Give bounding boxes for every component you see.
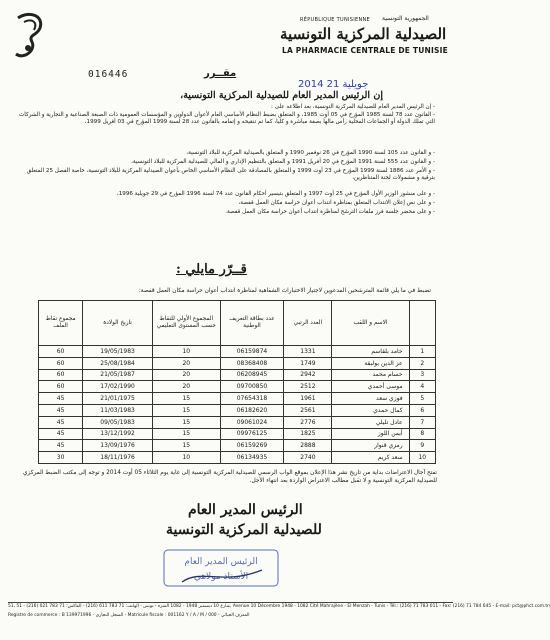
cell-birthdate: 21/01/1975: [83, 393, 153, 405]
cell-rank: 2561: [284, 404, 332, 416]
cell-index: 10: [409, 452, 435, 464]
cell-index: 3: [409, 369, 435, 381]
cell-name: سعد كريم: [332, 452, 409, 464]
table-row: [39, 452, 436, 464]
col-header-name: الاسم و اللقب: [332, 301, 409, 346]
cell-id: 06159874: [220, 346, 284, 358]
footer-divider: [8, 602, 453, 603]
preamble-line: - و على نص إعلان الانتداب المتعلق بمناظرة انتداب أعوان حراسة مكان العمل قفصة،: [238, 200, 435, 206]
cell-id: 07654318: [220, 393, 284, 405]
table-row: [39, 440, 436, 452]
cell-initial-score: 15: [153, 416, 220, 428]
cell-name: حامد بلقاسم: [332, 346, 409, 358]
table-row: [39, 404, 436, 416]
table-row: [39, 381, 436, 393]
cell-index: 5: [409, 393, 435, 405]
cell-name: رمزي قنوار: [332, 440, 409, 452]
cell-rank: 2888: [284, 440, 332, 452]
official-stamp-icon: [162, 548, 280, 588]
cell-birthdate: 13/12/1992: [83, 428, 153, 440]
preamble-line: - و على محضر جلسة فرز ملفات الترشح لمناظرة انتداب أعوان حراسة مكان العمل قفصة.: [225, 209, 435, 215]
cell-file-score: 45: [39, 416, 83, 428]
cell-rank: 1749: [284, 357, 332, 369]
cell-file-score: 45: [39, 404, 83, 416]
footer-registration: Registre de commerce : B 139971996 - السجل التجاري - Matricule fiscale : 001162 Y / A / M / 000 - المعرف الجبائي: [8, 613, 250, 618]
cell-rank: 1961: [284, 393, 332, 405]
cell-name: عادل تليلي: [332, 416, 409, 428]
cell-file-score: 45: [39, 428, 83, 440]
cell-file-score: 60: [39, 346, 83, 358]
cell-birthdate: 19/05/1983: [83, 346, 153, 358]
cell-file-score: 45: [39, 393, 83, 405]
cell-file-score: 60: [39, 357, 83, 369]
org-name-fr: LA PHARMACIE CENTRALE DE TUNISIE: [282, 46, 448, 55]
signature-org: للصيدلية المركزية التونسية: [166, 522, 322, 538]
cell-file-score: 30: [39, 452, 83, 464]
cell-name: عز الدين بولبقة: [332, 357, 409, 369]
cell-initial-score: 20: [153, 381, 220, 393]
cell-initial-score: 15: [153, 393, 220, 405]
cell-rank: 1825: [284, 428, 332, 440]
cell-birthdate: 09/05/1983: [83, 416, 153, 428]
col-header-birthdate: تاريخ الولادة: [83, 301, 153, 346]
preamble-line: - و القانون عدد 105 لسنة 1990 المؤرخ في 26 نوفمبر 1990 و المتعلق بالصيدلية المركزية للبلاد التونسية،: [186, 150, 435, 156]
preamble-line: - و على منشور الوزير الأول المؤرخ في 25 أوت 1997 و المتعلق بتيسير أحكام القانون عدد 74 لسنة 1996 المؤرخ في 29 جويلية 1996،: [116, 191, 435, 197]
republic-label-ar: الجمهورية التونسية: [382, 15, 429, 22]
table-row: [39, 357, 436, 369]
table-intro: تضبط في ما يلي قائمة المترشحين المدعوين لاجتياز الاختبارات الشفاهية لمناظرة انتداب أعوان حراسة مكان العمل قفصة:: [138, 288, 431, 294]
cell-rank: 2776: [284, 416, 332, 428]
cell-birthdate: 17/02/1990: [83, 381, 153, 393]
cell-birthdate: 25/08/1984: [83, 357, 153, 369]
cell-initial-score: 15: [153, 428, 220, 440]
decides-heading: قــرّر مايلي :: [176, 262, 247, 277]
cell-rank: 1331: [284, 346, 332, 358]
document-number: 016446: [88, 69, 129, 80]
table-row: [39, 416, 436, 428]
candidates-table: [38, 300, 436, 464]
cell-index: 2: [409, 357, 435, 369]
cell-initial-score: 20: [153, 369, 220, 381]
cell-index: 6: [409, 404, 435, 416]
cell-id: 09976125: [220, 428, 284, 440]
signature-title: الرئيس المدير العام: [188, 502, 303, 518]
table-row: [39, 369, 436, 381]
footer-address: 51، شارع 10 ديسمبر 1948 - 1082 المنزه - تونس - الهاتف: 71 783 611 (216) - الفاكس: 71 783 021 (216) - 51, Avenue 10 Décembre 1948 - 1082 Cité Mahrajène - El Menzah - Tunis - Tél.: (216) 71 783 011 - Fax: (216) 71 784 645 - E-mail: pct@phct.com.tn: [8, 604, 550, 609]
cell-file-score: 60: [39, 381, 83, 393]
document-date: 2014 جويلية 21: [298, 79, 369, 90]
cell-birthdate: 13/09/1976: [83, 440, 153, 452]
cell-name: موسى أحمدي: [332, 381, 409, 393]
cell-id: 09700850: [220, 381, 284, 393]
cell-id: 06208945: [220, 369, 284, 381]
cell-name: كمال حمدي: [332, 404, 409, 416]
cell-name: أيمن اللوز: [332, 428, 409, 440]
col-header-index: [409, 301, 435, 346]
cell-id: 06134935: [220, 452, 284, 464]
cell-index: 7: [409, 416, 435, 428]
col-header-initial-score: المجموع الأولي للنقاط حسب المستوى التعليمي: [153, 301, 220, 346]
cell-initial-score: 10: [153, 346, 220, 358]
pharmacy-logo-icon: [10, 8, 52, 64]
cell-id: 06182620: [220, 404, 284, 416]
document-title: مقــرر: [204, 68, 237, 79]
cell-initial-score: 15: [153, 404, 220, 416]
cell-birthdate: 11/03/1983: [83, 404, 153, 416]
objection-notice: تفتح آجال الاعتراضات بداية من تاريخ نشر هذا الإعلان بموقع الواب الرسمي للصيدلية المركزية التونسية إلى غاية يوم الثلاثاء 05 أوت 2014 و توجه إلى مكتب الضبط المركزي للصيدلية المركزية التونسية و لا تقبل مطالب الاعتراض الواردة بعد انتهاء الأجل.: [22, 470, 437, 484]
cell-name: فوزي سعد: [332, 393, 409, 405]
cell-rank: 2512: [284, 381, 332, 393]
cell-file-score: 45: [39, 440, 83, 452]
republic-label-fr: RÉPUBLIQUE TUNISIENNE: [300, 17, 371, 23]
cell-index: 8: [409, 428, 435, 440]
cell-name: حسام محمد: [332, 369, 409, 381]
cell-file-score: 60: [39, 369, 83, 381]
cell-initial-score: 20: [153, 357, 220, 369]
cell-initial-score: 15: [153, 440, 220, 452]
stamp-name: الأستاذ مولاهي: [193, 572, 249, 582]
stamp-text: الرئيس المدير العام: [184, 557, 258, 567]
cell-id: 09061024: [220, 416, 284, 428]
cell-initial-score: 10: [153, 452, 220, 464]
cell-rank: 2942: [284, 369, 332, 381]
cell-index: 9: [409, 440, 435, 452]
preamble-line: - إن الرئيس المدير العام للصيدلية المركزية التونسية، بعد اطلاعه على :: [271, 104, 435, 110]
table-row: [39, 346, 436, 358]
table-row: [39, 393, 436, 405]
table-row: [39, 428, 436, 440]
cell-rank: 2740: [284, 452, 332, 464]
cell-birthdate: 21/05/1987: [83, 369, 153, 381]
cell-index: 1: [409, 346, 435, 358]
cell-birthdate: 18/11/1976: [83, 452, 153, 464]
cell-id: 06159269: [220, 440, 284, 452]
col-header-rank: العدد الرتبي: [284, 301, 332, 346]
preamble-line: - القانون عدد 78 لسنة 1985 المؤرخ في 05 أوت 1985، و المتعلق بضبط النظام الأساسي العام لأعوان الدواوين و المؤسسات العمومية ذات الصبغة الصناعية و التجارية و الشركات التي تملك الدولة أو الجماعات المحلية رأس مالها بصفة مباشرة و كليا، كما تم تنقيحه و إتمامه بالقانون عدد 28 لسنة 1999 المؤرخ في 03 أفريل 1999،: [18, 112, 435, 126]
document-subject: إن الرئيس المدير العام للصيدلية المركزية التونسية،: [180, 90, 383, 101]
preamble-line: - و القانون عدد 555 لسنة 1991 المؤرخ في 20 أفريل 1991 و المتعلق بالتنظيم الإداري و المالي للصيدلية المركزية للبلاد التونسية،: [131, 159, 435, 165]
table-header-row: [39, 301, 436, 346]
col-header-file-score: مجموع نقاط الملف: [39, 301, 83, 346]
cell-id: 08368408: [220, 357, 284, 369]
cell-index: 4: [409, 381, 435, 393]
preamble-line: - و الأمر عدد 1886 لسنة 1999 المؤرخ في 23 أوت 1999 و المتعلق بالمصادقة على النظام الأساسي الخاص بأعوان الصيدلية المركزية للبلاد التونسية، خاصة الفصل 25 المتعلق بترقية و مشمولات لجنة المتناظرين،: [26, 168, 435, 182]
org-name-ar: الصيدلية المركزية التونسية: [280, 25, 447, 43]
col-header-id: عدد بطاقة التعريف الوطنية: [220, 301, 284, 346]
